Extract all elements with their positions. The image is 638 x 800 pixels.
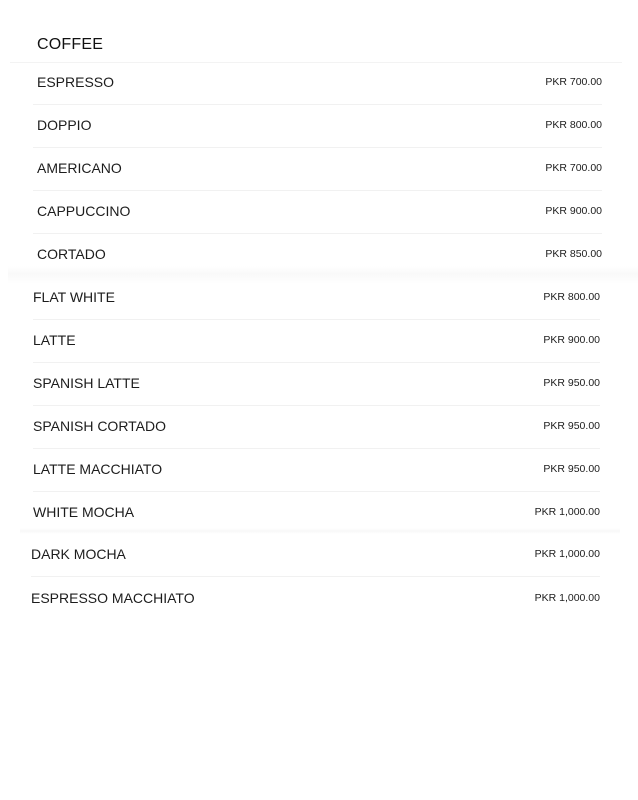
menu-item-name: LATTE MACCHIATO	[33, 461, 163, 477]
menu-list-group-2	[33, 277, 600, 535]
menu-item-name: AMERICANO	[37, 160, 122, 176]
menu-item-name: SPANISH CORTADO	[33, 418, 167, 434]
menu-item-spanish-cortado[interactable]	[33, 406, 600, 449]
menu-list-group-1	[37, 62, 602, 277]
menu-item-price: PKR 1,000.00	[534, 548, 600, 560]
menu-item-name: DOPPIO	[37, 117, 92, 133]
menu-item-price: PKR 800.00	[545, 119, 602, 131]
menu-item-white-mocha[interactable]	[33, 492, 600, 535]
menu-item-flat-white[interactable]	[33, 277, 600, 320]
menu-item-dark-mocha[interactable]	[31, 533, 600, 577]
menu-item-name: WHITE MOCHA	[33, 504, 135, 520]
menu-item-price: PKR 700.00	[545, 76, 602, 88]
menu-item-price: PKR 850.00	[545, 248, 602, 260]
menu-item-name: ESPRESSO MACCHIATO	[31, 590, 195, 606]
menu-item-price: PKR 950.00	[543, 420, 600, 432]
menu-item-price: PKR 900.00	[543, 334, 600, 346]
menu-item-price: PKR 1,000.00	[534, 506, 600, 518]
menu-item-cortado[interactable]	[33, 234, 602, 277]
menu-item-price: PKR 900.00	[545, 205, 602, 217]
menu-item-name: SPANISH LATTE	[33, 375, 140, 391]
menu-item-name: DARK MOCHA	[31, 546, 126, 562]
menu-item-espresso-macchiato[interactable]	[31, 577, 600, 621]
menu-item-name: LATTE	[33, 332, 76, 348]
menu-item-price: PKR 950.00	[543, 377, 600, 389]
menu-item-americano[interactable]	[33, 148, 602, 191]
menu-item-latte-macchiato[interactable]	[33, 449, 600, 492]
menu-item-price: PKR 1,000.00	[534, 592, 600, 604]
menu-item-latte[interactable]	[33, 320, 600, 363]
menu-item-cappuccino[interactable]	[33, 191, 602, 234]
menu-item-name: FLAT WHITE	[33, 289, 115, 305]
menu-item-price: PKR 950.00	[543, 463, 600, 475]
menu-item-doppio[interactable]	[33, 105, 602, 148]
menu-item-price: PKR 700.00	[545, 162, 602, 174]
menu-item-name: ESPRESSO	[37, 74, 115, 90]
menu-item-price: PKR 800.00	[543, 291, 600, 303]
menu-item-name: CORTADO	[37, 246, 106, 262]
menu-item-name: CAPPUCCINO	[37, 203, 131, 219]
menu-item-espresso[interactable]	[33, 62, 602, 105]
menu-list-group-3	[31, 533, 600, 621]
section-title-coffee: COFFEE	[37, 36, 104, 53]
menu-item-spanish-latte[interactable]	[33, 363, 600, 406]
